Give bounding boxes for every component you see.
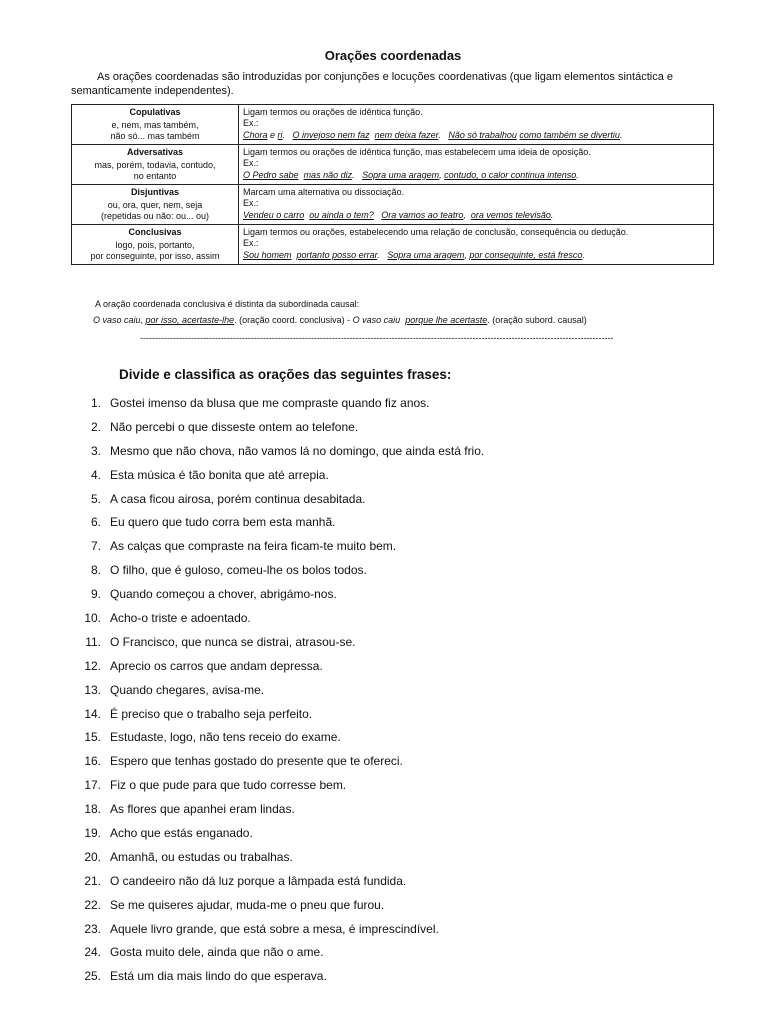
exercise-number: 13. xyxy=(84,682,101,697)
exercise-number: 12. xyxy=(84,658,101,673)
exercise-sentence: Aprecio os carros que andam depressa. xyxy=(110,658,323,673)
category-name: Adversativas xyxy=(126,147,184,157)
exercise-item xyxy=(0,776,484,800)
exercise-item xyxy=(0,824,484,848)
exercise-item xyxy=(0,561,484,585)
page-title: Orações coordenadas xyxy=(324,48,462,63)
category-cell xyxy=(72,145,239,185)
exercise-item xyxy=(0,728,484,752)
category-definition: Marcam uma alternativa ou dissociação. xyxy=(243,187,405,197)
exercise-item xyxy=(0,872,484,896)
exercise-number: 8. xyxy=(90,563,101,578)
exercise-item xyxy=(0,705,484,729)
exercise-item xyxy=(0,800,484,824)
exercise-number: 15. xyxy=(84,730,101,745)
exercise-sentence: Acho-o triste e adoentado. xyxy=(110,611,251,626)
divider-line: -------------------------------------------------------------------------------------------------------------------------------------------------------------- xyxy=(140,333,614,343)
category-examples: Chora e ri. O invejoso nem faz nem deixa fazer. Não só trabalhou como também se divertiu. xyxy=(243,130,623,140)
exercise-item xyxy=(0,513,484,537)
example-label: Ex.: xyxy=(243,118,259,128)
exercise-number: 7. xyxy=(90,539,101,554)
exercise-sentence: As calças que compraste na feira ficam-te muito bem. xyxy=(110,539,397,554)
exercise-item xyxy=(0,967,484,991)
exercise-number: 14. xyxy=(84,706,101,721)
category-description-cell xyxy=(239,225,714,265)
exercise-number: 6. xyxy=(90,515,101,530)
exercise-number: 24. xyxy=(84,945,101,960)
conclusive-note: A oração coordenada conclusiva é distinta da subordinada causal: xyxy=(95,299,360,309)
category-description-cell xyxy=(239,185,714,225)
exercise-sentence: Gostei imenso da blusa que me compraste quando fiz anos. xyxy=(110,396,430,410)
category-row-conclusivas xyxy=(72,225,714,265)
exercise-item xyxy=(0,943,484,967)
exercise-sentence: Quando começou a chover, abrigámo-nos. xyxy=(110,587,337,602)
example-label: Ex.: xyxy=(243,238,259,248)
exercise-sentence: Fiz o que pude para que tudo corresse bem. xyxy=(110,778,347,793)
exercise-sentence: A casa ficou airosa, porém continua desabitada. xyxy=(110,491,366,506)
exercise-item xyxy=(0,418,484,442)
category-name: Conclusivas xyxy=(128,227,182,237)
category-definition: Ligam termos ou orações de idêntica função. xyxy=(243,107,423,117)
exercise-number: 2. xyxy=(90,419,101,434)
exercise-number: 23. xyxy=(84,921,101,936)
exercise-number: 22. xyxy=(84,897,101,912)
exercise-item xyxy=(0,920,484,944)
category-description-cell xyxy=(239,105,714,145)
exercise-sentence: As flores que apanhei eram lindas. xyxy=(110,802,295,817)
category-examples: O Pedro sabe mas não diz. Sopra uma aragem, contudo, o calor continua intenso. xyxy=(243,170,579,180)
exercise-number: 4. xyxy=(90,467,101,482)
category-name: Disjuntivas xyxy=(130,187,179,197)
exercise-number: 10. xyxy=(84,611,101,626)
exercise-number: 3. xyxy=(90,443,101,458)
exercise-sentence: Acho que estás enganado. xyxy=(110,826,253,841)
category-row-copulativas xyxy=(72,105,714,145)
exercise-number: 21. xyxy=(84,873,101,888)
category-conjunctions: ou, ora, quer, nem, seja (repetidas ou não: ou... ou) xyxy=(100,200,210,221)
category-definition: Ligam termos ou orações, estabelecendo uma relação de conclusão, consequência ou dedução. xyxy=(243,227,629,237)
exercise-sentence: Não percebi o que disseste ontem ao telefone. xyxy=(110,419,359,434)
exercise-number: 19. xyxy=(84,826,101,841)
exercise-number: 11. xyxy=(85,634,101,649)
intro-paragraph: As orações coordenadas são introduzidas por conjunções e locuções coordenativas (que ligam elementos sintáctica e semanticamente independentes). xyxy=(71,71,674,97)
exercise-sentence: Estudaste, logo, não tens receio do exame. xyxy=(110,730,341,745)
exercise-title: Divide e classifica as orações das seguintes frases: xyxy=(119,367,452,382)
category-examples: Sou homem portanto posso errar. Sopra uma aragem, por conseguinte, está fresco. xyxy=(243,250,585,260)
exercise-list xyxy=(0,394,484,991)
category-row-disjuntivas xyxy=(72,185,714,225)
exercise-item xyxy=(0,537,484,561)
exercise-item xyxy=(0,394,484,418)
exercise-number: 5. xyxy=(90,491,101,506)
category-definition: Ligam termos ou orações de idêntica função, mas estabelecem uma ideia de oposição. xyxy=(243,147,591,157)
exercise-sentence: O filho, que é guloso, comeu-lhe os bolos todos. xyxy=(110,563,367,578)
exercise-sentence: Esta música é tão bonita que até arrepia. xyxy=(110,467,329,482)
category-description-cell xyxy=(239,145,714,185)
exercise-sentence: Está um dia mais lindo do que esperava. xyxy=(110,969,327,984)
exercise-sentence: Mesmo que não chova, não vamos lá no domingo, que ainda está frio. xyxy=(110,443,485,458)
exercise-number: 16. xyxy=(84,754,101,769)
exercise-item xyxy=(0,609,484,633)
exercise-number: 25. xyxy=(84,969,101,984)
exercise-item xyxy=(0,896,484,920)
category-conjunctions: logo, pois, portanto, por conseguinte, por isso, assim xyxy=(90,240,220,261)
category-examples: Vendeu o carro ou ainda o tem? Ora vamos ao teatro, ora vemos televisão. xyxy=(243,210,554,220)
exercise-number: 20. xyxy=(84,849,101,864)
exercise-sentence: É preciso que o trabalho seja perfeito. xyxy=(110,706,313,721)
exercise-item xyxy=(0,848,484,872)
exercise-sentence: Espero que tenhas gostado do presente que te ofereci. xyxy=(110,754,403,769)
category-name: Copulativas xyxy=(129,107,181,117)
exercise-sentence: Amanhã, ou estudas ou trabalhas. xyxy=(110,849,293,864)
category-cell xyxy=(72,105,239,145)
example-label: Ex.: xyxy=(243,158,259,168)
category-row-adversativas xyxy=(72,145,714,185)
exercise-item xyxy=(0,633,484,657)
exercise-item xyxy=(0,466,484,490)
conjunctions-table xyxy=(71,104,714,265)
exercise-sentence: Eu quero que tudo corra bem esta manhã. xyxy=(110,515,336,530)
category-conjunctions: mas, porém, todavia, contudo, no entanto xyxy=(94,160,216,181)
exercise-item xyxy=(0,585,484,609)
category-cell xyxy=(72,185,239,225)
exercise-sentence: O candeeiro não dá luz porque a lâmpada está fundida. xyxy=(110,873,407,888)
category-cell xyxy=(72,225,239,265)
exercise-item xyxy=(0,657,484,681)
exercise-sentence: O Francisco, que nunca se distrai, atrasou-se. xyxy=(110,634,356,649)
exercise-sentence: Gosta muito dele, ainda que não o ame. xyxy=(110,945,324,960)
exercise-item xyxy=(0,681,484,705)
exercise-item xyxy=(0,442,484,466)
example-label: Ex.: xyxy=(243,198,259,208)
exercise-sentence: Aquele livro grande, que está sobre a mesa, é imprescindível. xyxy=(110,921,439,936)
exercise-number: 18. xyxy=(84,802,101,817)
exercise-number: 9. xyxy=(90,587,101,602)
exercise-item xyxy=(0,490,484,514)
exercise-number: 1. xyxy=(90,396,101,410)
conclusive-note-example: O vaso caiu, por isso, acertaste-lhe. (oração coord. conclusiva) - O vaso caiu porque lhe acertaste. (oração subord. causal) xyxy=(93,315,587,325)
exercise-sentence: Se me quiseres ajudar, muda-me o pneu que furou. xyxy=(110,897,385,912)
exercise-sentence: Quando chegares, avisa-me. xyxy=(110,682,265,697)
exercise-number: 17. xyxy=(84,778,101,793)
exercise-item xyxy=(0,752,484,776)
category-conjunctions: e, nem, mas também, não só... mas também xyxy=(110,120,200,141)
